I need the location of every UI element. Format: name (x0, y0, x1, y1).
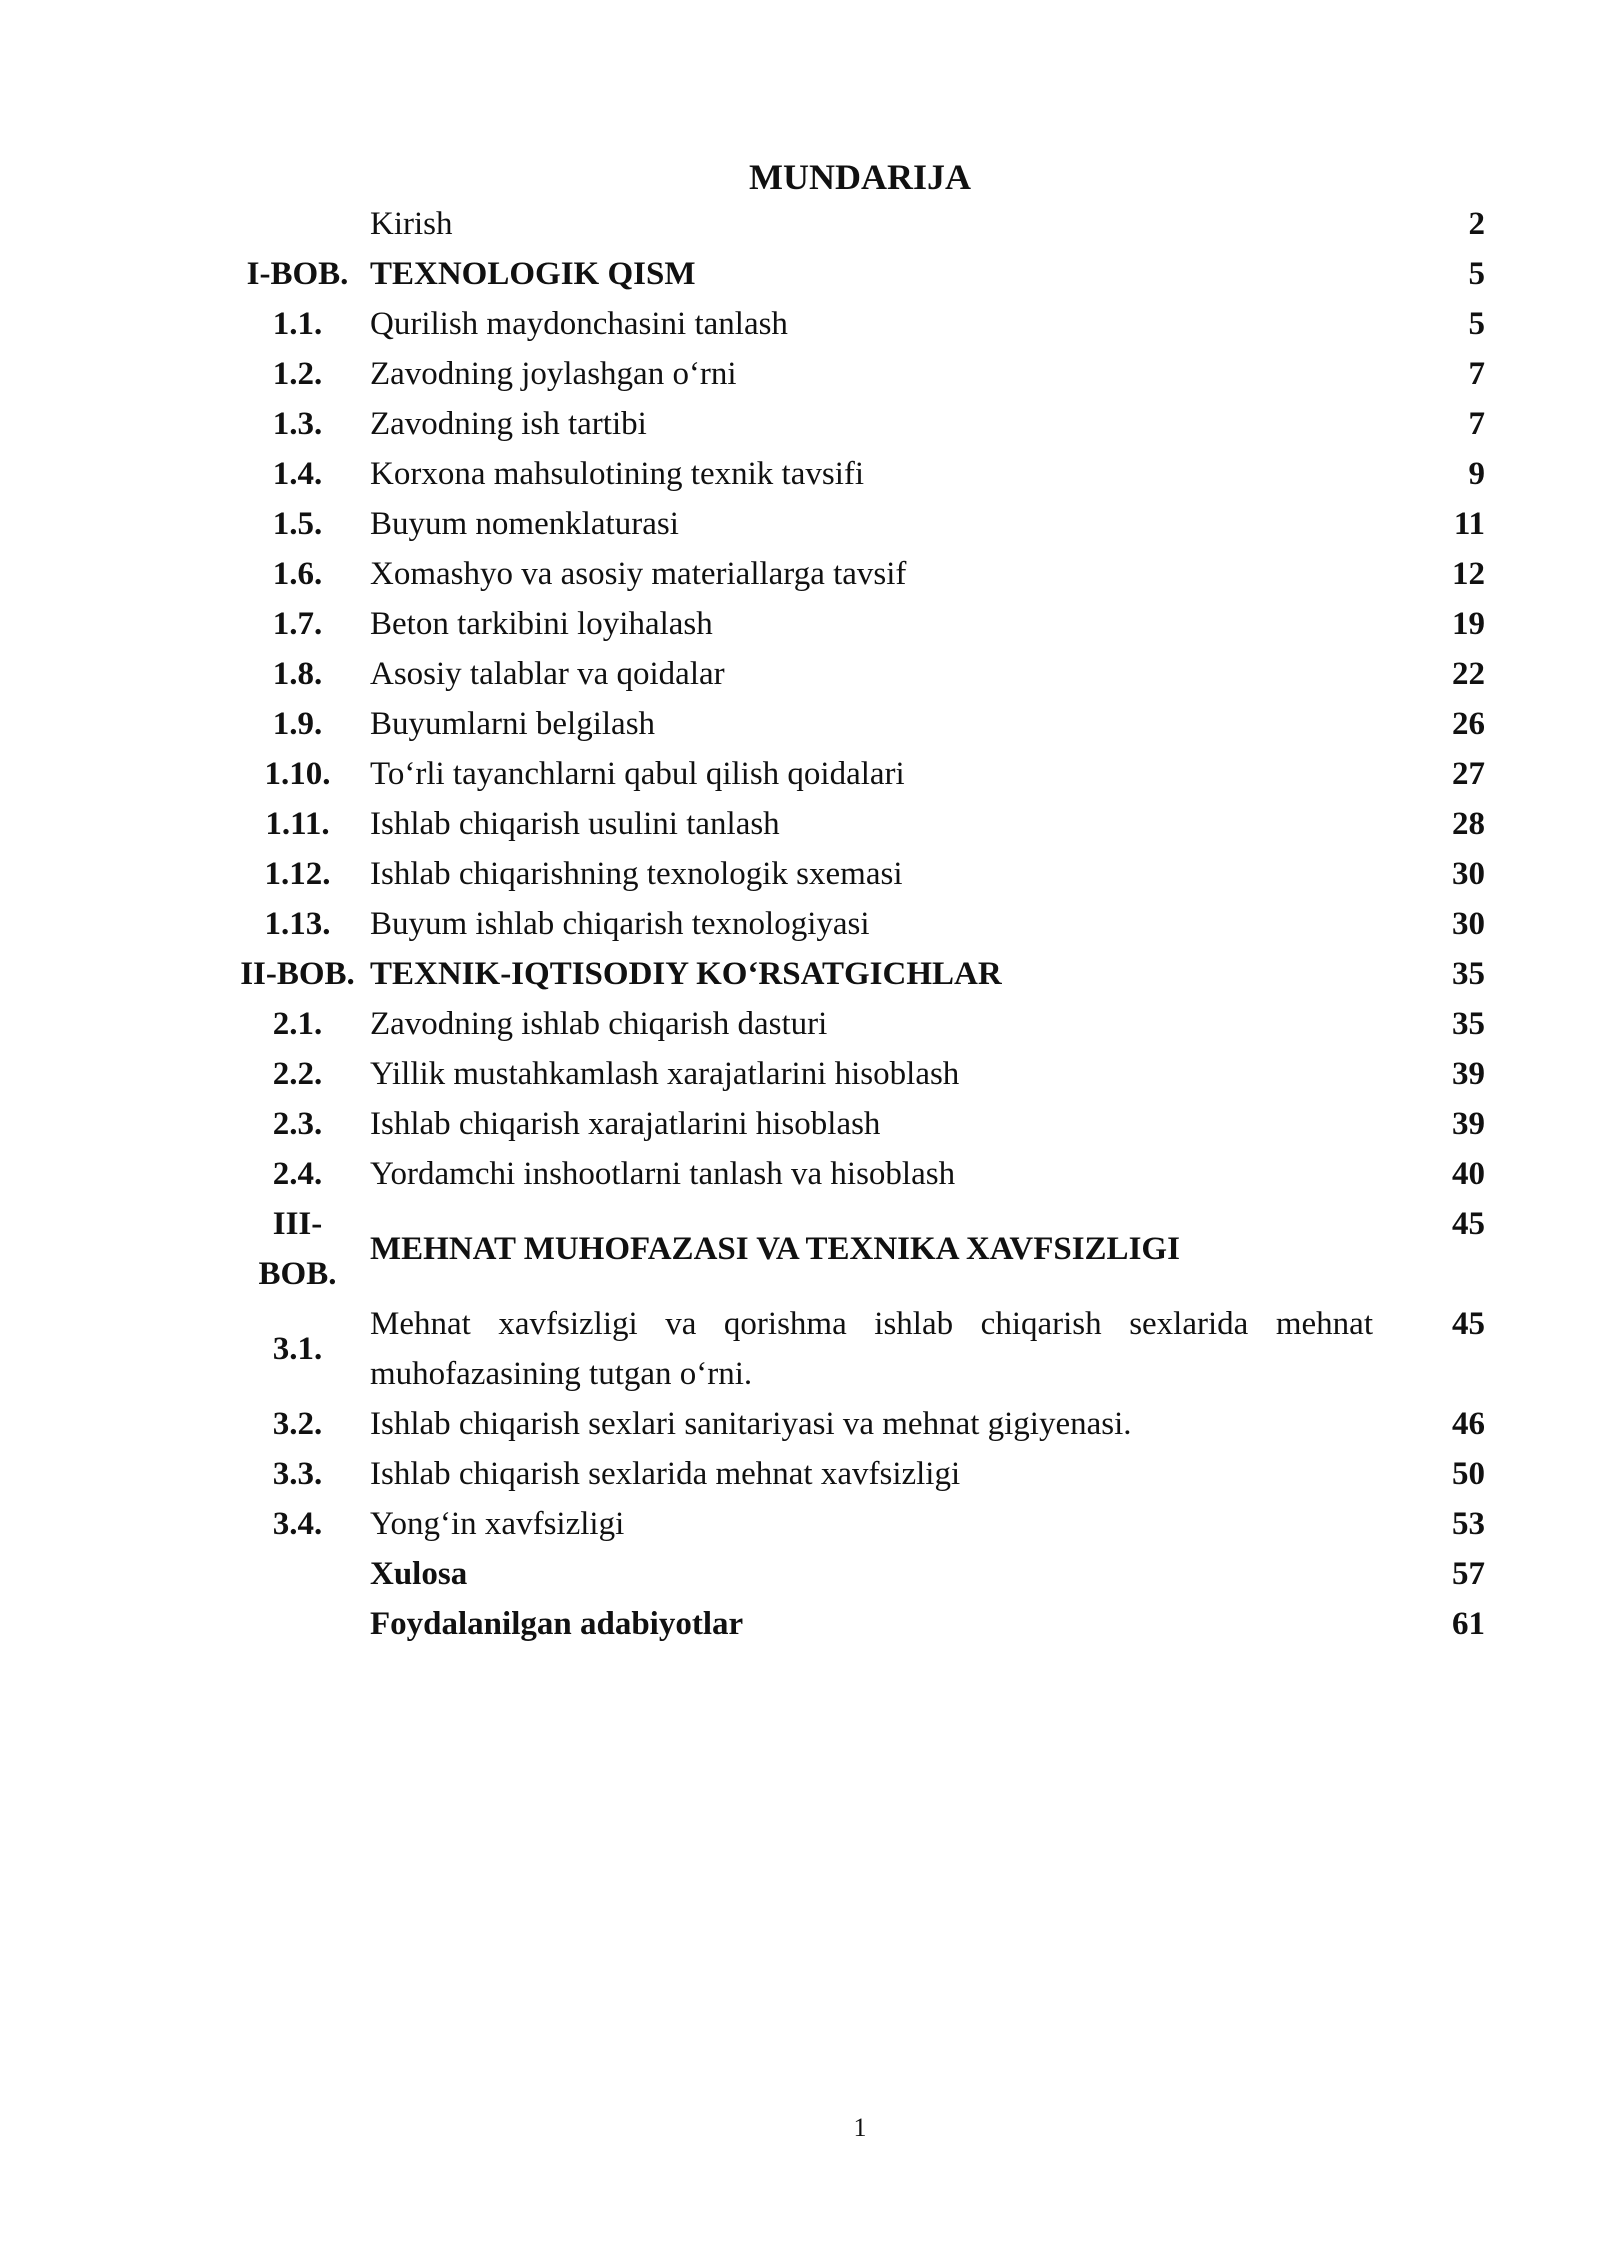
page-number: 61 (1452, 1606, 1485, 1642)
section-number: 3.1. (272, 1331, 323, 1367)
chapter-number (225, 1199, 370, 1299)
table-of-contents (225, 199, 1485, 1649)
section-title: Buyum nomenklaturasi (370, 506, 679, 542)
section-title: Ishlab chiqarish usulini tanlash (370, 806, 780, 842)
section-number: 1.3. (272, 406, 323, 442)
page-number: 26 (1452, 706, 1485, 742)
toc-row (225, 1149, 1485, 1199)
section-number: 1.9. (272, 706, 323, 742)
section-number: 3.2. (272, 1406, 323, 1442)
section-title: Qurilish maydonchasini tanlash (370, 306, 788, 342)
section-title: Mehnat xavfsizligi va qorishma ishlab chiqarish sexlarida mehnat muhofazasining tutgan o‘rni. (370, 1306, 1373, 1392)
toc-row (225, 849, 1485, 899)
chapter-title: TEXNIK-IQTISODIY KO‘RSATGICHLAR (370, 956, 1002, 992)
page-number: 27 (1452, 756, 1485, 792)
section-title: Kirish (370, 206, 453, 242)
toc-row (225, 1499, 1485, 1549)
toc-row (225, 1599, 1485, 1649)
page-number: 28 (1452, 806, 1485, 842)
section-number: 2.1. (272, 1006, 323, 1042)
toc-row (225, 1199, 1485, 1299)
toc-row (225, 549, 1485, 599)
section-number: 1.11. (265, 806, 330, 842)
page-number: 57 (1452, 1556, 1485, 1592)
page-number: 46 (1452, 1406, 1485, 1442)
toc-row (225, 1299, 1485, 1399)
section-number: 1.2. (272, 356, 323, 392)
section-title: Buyumlarni belgilash (370, 706, 656, 742)
section-number: 1.6. (272, 556, 323, 592)
section-title: Asosiy talablar va qoidalar (370, 656, 725, 692)
section-title: Yillik mustahkamlash xarajatlarini hisoblash (370, 1056, 960, 1092)
section-title: Ishlab chiqarish sexlarida mehnat xavfsizligi (370, 1456, 961, 1492)
section-title: Buyum ishlab chiqarish texnologiyasi (370, 906, 870, 942)
chapter-number-line: III- (272, 1206, 323, 1242)
section-title: Beton tarkibini loyihalash (370, 606, 713, 642)
section-number: 2.2. (272, 1056, 323, 1092)
toc-row (225, 599, 1485, 649)
page-number: 22 (1452, 656, 1485, 692)
page-number: 30 (1452, 856, 1485, 892)
chapter-number: II-BOB. (240, 956, 355, 992)
page-number: 45 (1452, 1206, 1485, 1242)
page-number: 45 (1452, 1306, 1485, 1342)
page-number: 19 (1452, 606, 1485, 642)
section-title: Xulosa (370, 1556, 468, 1592)
page-footer-number: 1 (853, 2113, 867, 2142)
page-number: 30 (1452, 906, 1485, 942)
section-title: Zavodning ish tartibi (370, 406, 647, 442)
page-number: 39 (1452, 1106, 1485, 1142)
page-number: 5 (1468, 306, 1485, 342)
section-title: Ishlab chiqarish xarajatlarini hisoblash (370, 1106, 881, 1142)
toc-row (225, 199, 1485, 249)
toc-row (225, 1099, 1485, 1149)
toc-row (225, 699, 1485, 749)
section-title: To‘rli tayanchlarni qabul qilish qoidalari (370, 756, 905, 792)
toc-row (225, 1449, 1485, 1499)
section-title: Xomashyo va asosiy materiallarga tavsif (370, 556, 907, 592)
toc-row (225, 1399, 1485, 1449)
page-number: 7 (1468, 406, 1485, 442)
toc-row (225, 249, 1485, 299)
section-number: 1.10. (264, 756, 331, 792)
toc-row (225, 1049, 1485, 1099)
toc-row (225, 499, 1485, 549)
section-title: Zavodning joylashgan o‘rni (370, 356, 737, 392)
section-number: 1.13. (264, 906, 331, 942)
page-number: 7 (1468, 356, 1485, 392)
page-number: 2 (1468, 206, 1485, 242)
section-number: 1.1. (272, 306, 323, 342)
section-title: Yong‘in xavfsizligi (370, 1506, 625, 1542)
toc-row (225, 749, 1485, 799)
page-number: 50 (1452, 1456, 1485, 1492)
section-number: 3.4. (272, 1506, 323, 1542)
page-number: 39 (1452, 1056, 1485, 1092)
toc-row (225, 399, 1485, 449)
toc-heading: MUNDARIJA (749, 157, 971, 197)
section-title: Yordamchi inshootlarni tanlash va hisoblash (370, 1156, 956, 1192)
section-number: 1.5. (272, 506, 323, 542)
section-number: 1.7. (272, 606, 323, 642)
section-number: 1.12. (264, 856, 331, 892)
page-number: 9 (1468, 456, 1485, 492)
section-title: Korxona mahsulotining texnik tavsifi (370, 456, 865, 492)
section-number: 2.3. (272, 1106, 323, 1142)
page-number: 53 (1452, 1506, 1485, 1542)
section-number: 1.4. (272, 456, 323, 492)
page-number: 12 (1452, 556, 1485, 592)
page-number: 35 (1452, 956, 1485, 992)
section-title: Foydalanilgan adabiyotlar (370, 1606, 744, 1642)
toc-row (225, 899, 1485, 949)
page-number: 40 (1452, 1156, 1485, 1192)
chapter-number-line: BOB. (258, 1256, 337, 1292)
toc-row (225, 449, 1485, 499)
page-number: 11 (1453, 506, 1485, 542)
toc-row (225, 999, 1485, 1049)
toc-row (225, 649, 1485, 699)
toc-row (225, 949, 1485, 999)
section-number: 3.3. (272, 1456, 323, 1492)
chapter-number: I-BOB. (246, 256, 349, 292)
chapter-title: MEHNAT MUHOFAZASI VA TEXNIKA XAVFSIZLIGI (370, 1231, 1180, 1267)
toc-row (225, 349, 1485, 399)
page-number: 35 (1452, 1006, 1485, 1042)
section-title: Ishlab chiqarishning texnologik sxemasi (370, 856, 903, 892)
chapter-title: TEXNOLOGIK QISM (370, 256, 696, 292)
toc-row (225, 799, 1485, 849)
toc-row (225, 299, 1485, 349)
toc-row (225, 1549, 1485, 1599)
section-title: Zavodning ishlab chiqarish dasturi (370, 1006, 828, 1042)
section-title: Ishlab chiqarish sexlari sanitariyasi va mehnat gigiyenasi. (370, 1406, 1132, 1442)
section-number: 2.4. (272, 1156, 323, 1192)
section-number: 1.8. (272, 656, 323, 692)
page-number: 5 (1468, 256, 1485, 292)
